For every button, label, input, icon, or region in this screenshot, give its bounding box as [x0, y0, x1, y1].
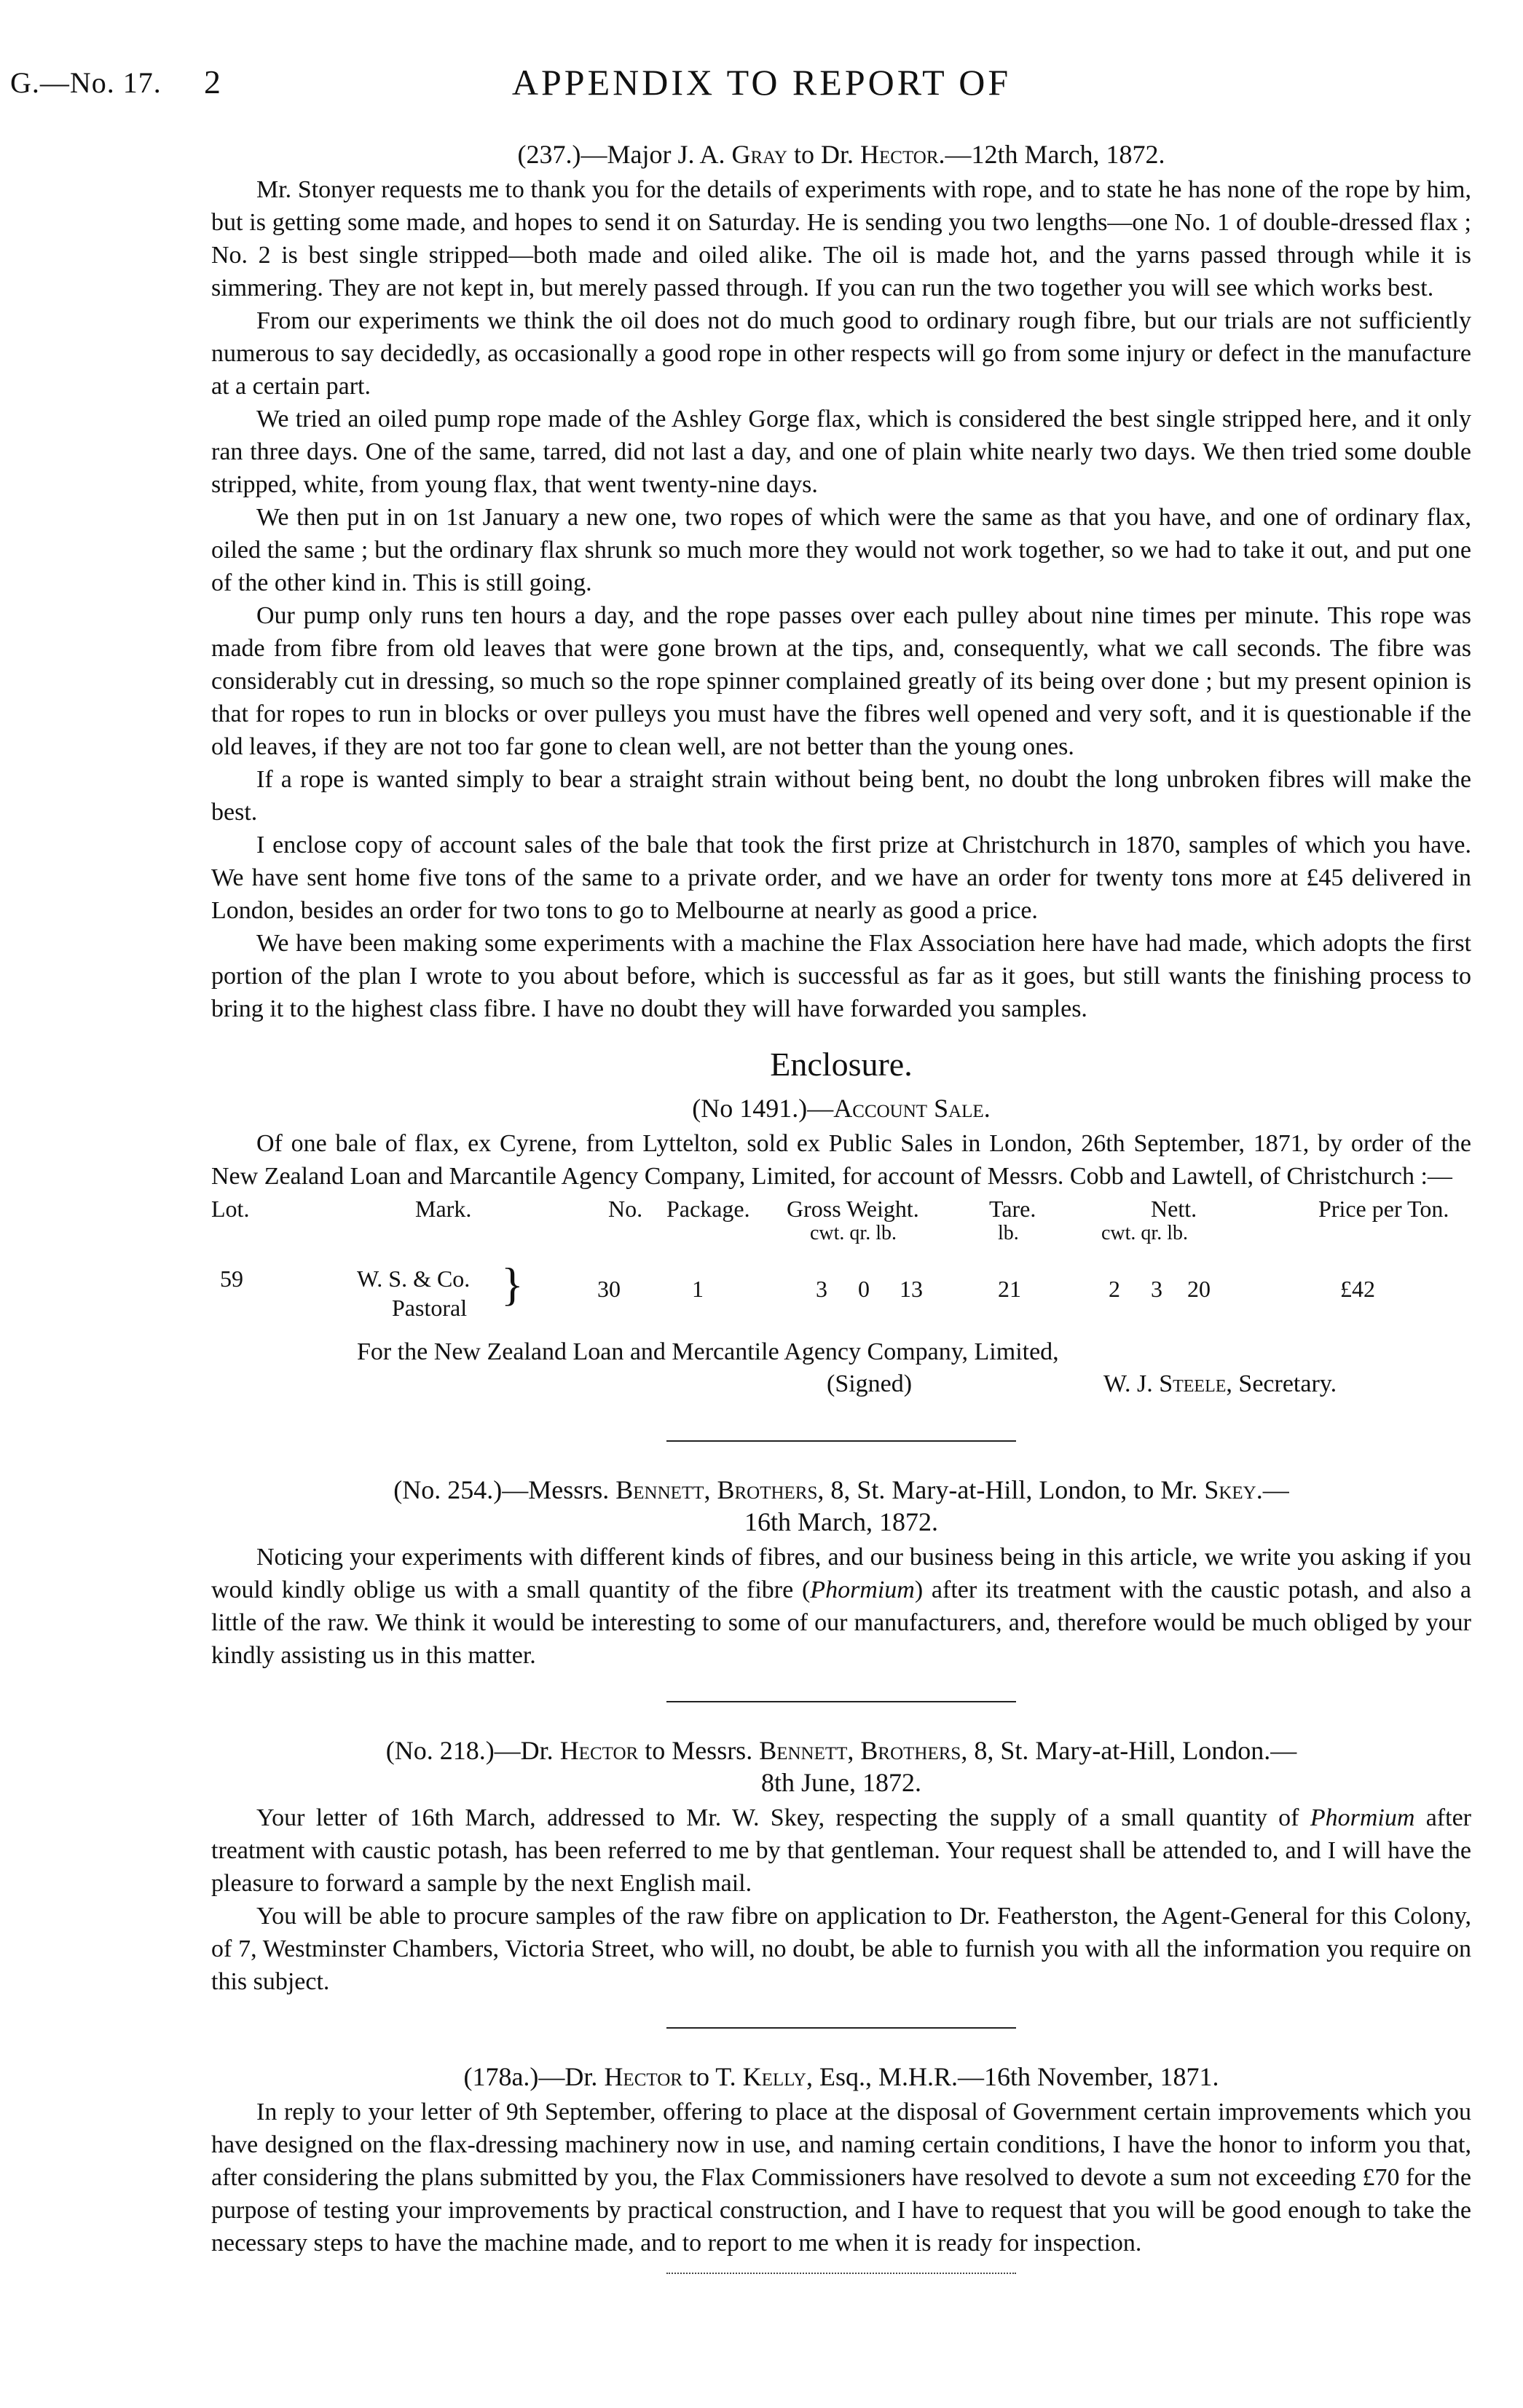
col-header-mark: Mark.: [415, 1196, 472, 1222]
col-subheader-nett: cwt. qr. lb.: [1101, 1222, 1188, 1244]
cell-gross-lb: 13: [900, 1276, 923, 1302]
letter-254-heading: (No. 254.)—Messrs. Bennett, Brothers, 8, St. Mary-at-Hill, London, to Mr. Skey.— 16th March, 1872.: [393, 1475, 1289, 1536]
divider: [666, 1440, 1016, 1442]
divider: [666, 2027, 1016, 2029]
page-content: [211, 138, 1471, 2306]
for-company-line: For the New Zealand Loan and Mercantile Agency Company, Limited,: [357, 1338, 1059, 1365]
col-subheader-gross: cwt. qr. lb.: [810, 1222, 897, 1244]
cell-lot: 59: [220, 1266, 243, 1292]
paragraph: We tried an oiled pump rope made of the Ashley Gorge flax, which is considered the best single stripped here, and it only ran three days. One of the same, tarred, did not last a day, and one of plain white nearly two days. We then tried some double stripped, white, from young flax, that went twenty-nine days.: [211, 406, 1471, 498]
letter-178a-heading: (178a.)—Dr. Hector to T. Kelly, Esq., M.H.R.—16th November, 1871.: [463, 2062, 1219, 2091]
paragraph: You will be able to procure samples of the raw fibre on application to Dr. Featherston, the Agent-General for this Colony, of 7, Westminster Chambers, Victoria Street, who will, no doubt, be able to furnish you with all the information you require on this subject.: [211, 1903, 1471, 1995]
cell-nett-cwt: 2: [1109, 1276, 1120, 1302]
account-sale-intro: Of one bale of flax, ex Cyrene, from Lyttelton, sold ex Public Sales in London, 26th September, 1871, by order of the New Zealand Loan and Marcantile Agency Company, Limited, for account of Messrs. Cobb and Lawtell, of Christchurch :—: [211, 1130, 1471, 1190]
cell-package: 1: [692, 1276, 704, 1302]
paragraph: I enclose copy of account sales of the bale that took the first prize at Christchurch in 1870, samples of which you have. We have sent home five tons of the same to a private order, and we have an order for twenty tons more at £45 delivered in London, besides an order for two tons to go to Melbourne at nearly as good a price.: [211, 832, 1471, 924]
col-header-no: No.: [608, 1196, 643, 1222]
cell-nett-lb: 20: [1187, 1276, 1211, 1302]
col-header-gross-weight: Gross Weight.: [787, 1196, 919, 1222]
paragraph: We have been making some experiments with a machine the Flax Association here have had made, which adopts the first portion of the plan I wrote to you about before, which is successful as far as it goes, but still wants the finishing process to bring it to the highest class fibre. I have no doubt they will have forwarded you samples.: [211, 930, 1471, 1022]
account-sale-table: [211, 1193, 1471, 1411]
paragraph: Noticing your experiments with different kinds of fibres, and our business being in this article, we write you asking if you would kindly oblige us with a small quantity of the fibre (Phormium) after its treatment with the caustic potash, and also a little of the raw. We think it would be interesting to some of our manufacturers, and, therefore would be much obliged by your kindly assisting us in this matter.: [211, 1544, 1471, 1669]
cell-no: 30: [597, 1276, 621, 1302]
cell-tare: 21: [998, 1276, 1021, 1302]
col-header-price: Price per Ton.: [1318, 1196, 1449, 1222]
col-header-nett: Nett.: [1151, 1196, 1197, 1222]
col-subheader-tare: lb.: [998, 1222, 1019, 1244]
paragraph: From our experiments we think the oil does not do much good to ordinary rough fibre, but our trials are not sufficiently numerous to say decidedly, as occasionally a good rope in other respects will go from some injury or defect in the manufacture at a certain part.: [211, 307, 1471, 400]
mark-brace: }: [501, 1258, 524, 1310]
col-header-package: Package.: [666, 1196, 750, 1222]
col-header-tare: Tare.: [989, 1196, 1036, 1222]
paragraph: Your letter of 16th March, addressed to Mr. W. Skey, respecting the supply of a small quantity of Phormium after treatment with caustic potash, has been referred to me by that gentleman. Your request shall be attended to, and I will have the pleasure to forward a sample by the next English mail.: [211, 1804, 1471, 1897]
letter-218-heading: (No. 218.)—Dr. Hector to Messrs. Bennett, Brothers, 8, St. Mary-at-Hill, London.— 8th June, 1872.: [385, 1736, 1297, 1797]
enclosure-title: Enclosure.: [770, 1046, 913, 1083]
letter-237-heading: (237.)—Major J. A. Gray to Dr. Hector.—12th March, 1872.: [517, 140, 1165, 169]
paragraph: In reply to your letter of 9th September, offering to place at the disposal of Government certain improvements which you have designed on the flax-dressing machinery now in use, and naming certain conditions, I have the honor to inform you that, after considering the plans submitted by you, the Flax Commissioners have resolved to devote a sum not exceeding £70 for the purpose of testing your improvements by practical construction, and I have to request that you will be good enough to take the necessary steps to have the machine made, and to report to me when it is ready for inspection.: [211, 2099, 1471, 2257]
paragraph: If a rope is wanted simply to bear a straight strain without being bent, no doubt the long unbroken fibres will make the best.: [211, 766, 1471, 826]
col-header-lot: Lot.: [211, 1196, 250, 1222]
cell-gross-qr: 0: [858, 1276, 870, 1302]
cell-price: £42: [1340, 1276, 1375, 1302]
divider: [666, 1701, 1016, 1702]
page-title: APPENDIX TO REPORT OF: [511, 62, 1012, 103]
account-sale-heading: (No 1491.)—Account Sale.: [692, 1094, 991, 1123]
document-reference: G.—No. 17.: [10, 66, 162, 99]
paragraph: We then put in on 1st January a new one, two ropes of which were the same as that you have, and one of ordinary flax, oiled the same ; but the ordinary flax shrunk so much more they would not work together, so we had to take it out, and put one of the other kind in. This is still going.: [211, 504, 1471, 596]
end-divider: [666, 2273, 1016, 2274]
signed-label: (Signed): [827, 1370, 913, 1397]
paragraph: Our pump only runs ten hours a day, and the rope passes over each pulley about nine times per minute. This rope was made from fibre from old leaves that were gone brown at the tips, and, consequently, what we call seconds. The fibre was considerably cut in dressing, so much so the rope spinner complained greatly of its being over done ; but my present opinion is that for ropes to run in blocks or over pulleys you must have the fibres well opened and very soft, and it is questionable if the old leaves, if they are not too far gone to clean well, are not better than the young ones.: [211, 602, 1471, 760]
page-number: 2: [204, 63, 221, 100]
cell-gross-cwt: 3: [816, 1276, 827, 1302]
cell-mark-line1: W. S. & Co.: [357, 1266, 471, 1292]
cell-nett-qr: 3: [1151, 1276, 1162, 1302]
paragraph: Mr. Stonyer requests me to thank you for the details of experiments with rope, and to state he has none of the rope by him, but is getting some made, and hopes to send it on Saturday. He is sending you two lengths—one No. 1 of double-dressed flax ; No. 2 is best single stripped—both made and oiled alike. The oil is made hot, and the yarns passed through while it is simmering. They are not kept in, but merely passed through. If you can run the two together you will see which works best.: [211, 176, 1471, 301]
signer: W. J. Steele, Secretary.: [1103, 1370, 1337, 1397]
cell-mark-line2: Pastoral: [392, 1295, 468, 1321]
